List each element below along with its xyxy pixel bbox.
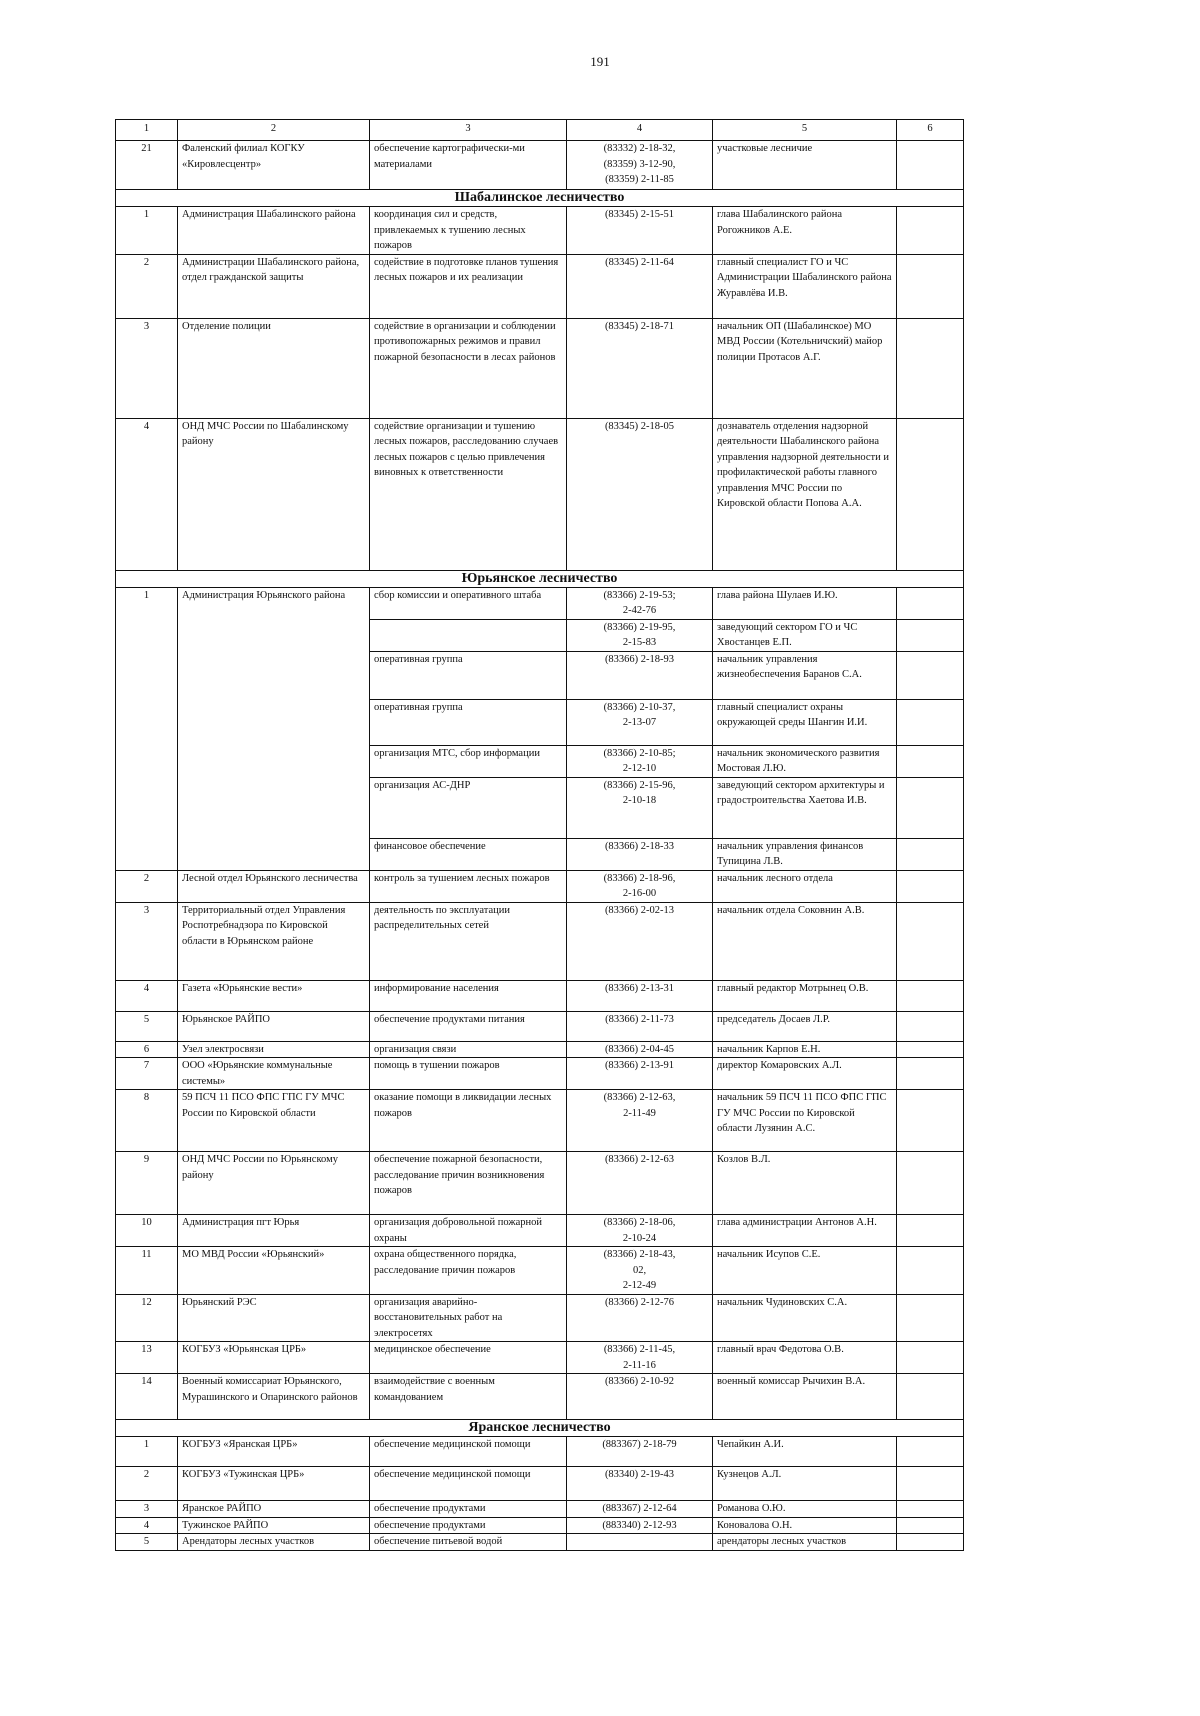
row-number: 3 — [116, 902, 178, 980]
organization: Администрация Юрьянского района — [178, 587, 370, 870]
contact-person: Чепайкин А.И. — [713, 1437, 897, 1467]
contact-person: начальник управления финансов Тупицина Л.В. — [713, 838, 897, 870]
function: организация АС-ДНР — [370, 777, 567, 838]
phone: (83366) 2-12-63 — [567, 1152, 713, 1215]
organization: Отделение полиции — [178, 318, 370, 418]
organization: Тужинское РАЙПО — [178, 1517, 370, 1534]
organization: КОГБУЗ «Тужинская ЦРБ» — [178, 1467, 370, 1501]
function: обеспечение питьевой водой — [370, 1534, 567, 1551]
table-row — [116, 1152, 964, 1215]
note — [897, 254, 964, 318]
row-number: 11 — [116, 1247, 178, 1295]
note — [897, 1437, 964, 1467]
function: информирование населения — [370, 980, 567, 1011]
organization: Военный комиссариат Юрьянского, Мурашинского и Опаринского районов — [178, 1374, 370, 1420]
table-row — [116, 1342, 964, 1374]
phone: (83366) 2-19-95, 2-15-83 — [567, 619, 713, 651]
contact-person: заведующий сектором архитектуры и градостроительства Хаетова И.В. — [713, 777, 897, 838]
organization: Фаленский филиал КОГКУ «Кировлесцентр» — [178, 141, 370, 190]
organization: Администрация пгт Юрья — [178, 1215, 370, 1247]
function: сбор комиссии и оперативного штаба — [370, 587, 567, 619]
phone: (83366) 2-10-85; 2-12-10 — [567, 745, 713, 777]
note — [897, 1247, 964, 1295]
phone: (83366) 2-19-53; 2-42-76 — [567, 587, 713, 619]
table-row — [116, 1294, 964, 1342]
function: обеспечение продуктами — [370, 1501, 567, 1518]
section-title: Шабалинское лесничество — [116, 190, 964, 207]
row-number: 10 — [116, 1215, 178, 1247]
contact-person: Коновалова О.Н. — [713, 1517, 897, 1534]
table-row — [116, 902, 964, 980]
function: финансовое обеспечение — [370, 838, 567, 870]
phone: (83366) 2-13-31 — [567, 980, 713, 1011]
row-number: 2 — [116, 254, 178, 318]
header-cell: 1 — [116, 120, 178, 141]
function: организация аварийно-восстановительных работ на электросетях — [370, 1294, 567, 1342]
note — [897, 1090, 964, 1152]
phone: (83366) 2-18-33 — [567, 838, 713, 870]
function: организация МТС, сбор информации — [370, 745, 567, 777]
header-cell: 3 — [370, 120, 567, 141]
phone: (83332) 2-18-32, (83359) 3-12-90, (83359) 2-11-85 — [567, 141, 713, 190]
section-header-row — [116, 190, 964, 207]
row-number: 3 — [116, 1501, 178, 1518]
contact-person: глава района Шулаев И.Ю. — [713, 587, 897, 619]
note — [897, 699, 964, 745]
note — [897, 651, 964, 699]
note — [897, 1501, 964, 1518]
note — [897, 870, 964, 902]
phone: (83366) 2-10-37, 2-13-07 — [567, 699, 713, 745]
function: обеспечение пожарной безопасности, расследование причин возникновения пожаров — [370, 1152, 567, 1215]
contact-person: главный врач Федотова О.В. — [713, 1342, 897, 1374]
contact-person: начальник отдела Соковнин А.В. — [713, 902, 897, 980]
table-row — [116, 1058, 964, 1090]
note — [897, 1294, 964, 1342]
contact-person: начальник Исупов С.Е. — [713, 1247, 897, 1295]
phone: (83366) 2-11-45, 2-11-16 — [567, 1342, 713, 1374]
organization: Газета «Юрьянские вести» — [178, 980, 370, 1011]
contact-person: Кузнецов А.Л. — [713, 1467, 897, 1501]
table-row — [116, 254, 964, 318]
table-row — [116, 1534, 964, 1551]
phone: (83366) 2-12-76 — [567, 1294, 713, 1342]
phone: (83366) 2-04-45 — [567, 1041, 713, 1058]
note — [897, 587, 964, 619]
header-cell: 2 — [178, 120, 370, 141]
organization: Лесной отдел Юрьянского лесничества — [178, 870, 370, 902]
function: организация связи — [370, 1041, 567, 1058]
note — [897, 141, 964, 190]
function: содействие в организации и соблюдении противопожарных режимов и правил пожарной безопасности в лесах районов — [370, 318, 567, 418]
phone: (83366) 2-18-93 — [567, 651, 713, 699]
contact-person: директор Комаровских А.Л. — [713, 1058, 897, 1090]
function: взаимодействие с военным командованием — [370, 1374, 567, 1420]
organization: МО МВД России «Юрьянский» — [178, 1247, 370, 1295]
note — [897, 1517, 964, 1534]
function: охрана общественного порядка, расследование причин пожаров — [370, 1247, 567, 1295]
phone: (83366) 2-18-43, 02, 2-12-49 — [567, 1247, 713, 1295]
contact-person: заведующий сектором ГО и ЧС Хвостанцев Е.П. — [713, 619, 897, 651]
phone: (83366) 2-13-91 — [567, 1058, 713, 1090]
note — [897, 1467, 964, 1501]
function: обеспечение продуктами — [370, 1517, 567, 1534]
note — [897, 619, 964, 651]
function: обеспечение медицинской помощи — [370, 1467, 567, 1501]
table-row — [116, 1517, 964, 1534]
note — [897, 1041, 964, 1058]
phone: (83366) 2-18-06, 2-10-24 — [567, 1215, 713, 1247]
organization: Юрьянский РЭС — [178, 1294, 370, 1342]
table-row — [116, 980, 964, 1011]
table-row — [116, 1247, 964, 1295]
contact-person: главный редактор Мотрынец О.В. — [713, 980, 897, 1011]
section-header-row — [116, 1420, 964, 1437]
contact-person: глава Шабалинского района Рогожников А.Е. — [713, 207, 897, 255]
organization: Яранское РАЙПО — [178, 1501, 370, 1518]
function: обеспечение медицинской помощи — [370, 1437, 567, 1467]
note — [897, 777, 964, 838]
organization: Администрации Шабалинского района, отдел гражданской защиты — [178, 254, 370, 318]
contact-person: начальник лесного отдела — [713, 870, 897, 902]
table-row — [116, 870, 964, 902]
phone: (83345) 2-18-05 — [567, 418, 713, 570]
page-number: 191 — [590, 54, 610, 69]
note — [897, 1534, 964, 1551]
table-row — [116, 418, 964, 570]
row-number: 21 — [116, 141, 178, 190]
row-number: 8 — [116, 1090, 178, 1152]
contact-person: начальник Карпов Е.Н. — [713, 1041, 897, 1058]
organization: КОГБУЗ «Юрьянская ЦРБ» — [178, 1342, 370, 1374]
function: контроль за тушением лесных пожаров — [370, 870, 567, 902]
function: деятельность по эксплуатации распределительных сетей — [370, 902, 567, 980]
contact-person: начальник 59 ПСЧ 11 ПСО ФПС ГПС ГУ МЧС России по Кировской области Лузянин А.С. — [713, 1090, 897, 1152]
note — [897, 318, 964, 418]
table-row — [116, 1215, 964, 1247]
contact-person: дознаватель отделения надзорной деятельности Шабалинского района управления надзорной деятельности и профилактической работы главного управления МЧС России по Кировской области Попова А.А. — [713, 418, 897, 570]
table-row — [116, 141, 964, 190]
header-cell: 6 — [897, 120, 964, 141]
organization: ООО «Юрьянские коммунальные системы» — [178, 1058, 370, 1090]
organization: Юрьянское РАЙПО — [178, 1011, 370, 1041]
phone: (83366) 2-11-73 — [567, 1011, 713, 1041]
organization: Узел электросвязи — [178, 1041, 370, 1058]
contact-person: Козлов В.Л. — [713, 1152, 897, 1215]
function: помощь в тушении пожаров — [370, 1058, 567, 1090]
row-number: 7 — [116, 1058, 178, 1090]
organization: 59 ПСЧ 11 ПСО ФПС ГПС ГУ МЧС России по Кировской области — [178, 1090, 370, 1152]
contact-person: глава администрации Антонов А.Н. — [713, 1215, 897, 1247]
phone: (83345) 2-11-64 — [567, 254, 713, 318]
row-number: 4 — [116, 980, 178, 1011]
contact-person: начальник экономического развития Мостовая Л.Ю. — [713, 745, 897, 777]
phone: (83366) 2-18-96, 2-16-00 — [567, 870, 713, 902]
note — [897, 207, 964, 255]
header-cell: 4 — [567, 120, 713, 141]
note — [897, 1011, 964, 1041]
table-row — [116, 1090, 964, 1152]
contact-person: начальник ОП (Шабалинское) МО МВД России (Котельничский) майор полиции Протасов А.Г. — [713, 318, 897, 418]
row-number: 3 — [116, 318, 178, 418]
phone: (83366) 2-10-92 — [567, 1374, 713, 1420]
contacts-table-body — [116, 120, 964, 1551]
phone: (83366) 2-15-96, 2-10-18 — [567, 777, 713, 838]
note — [897, 902, 964, 980]
organization: Арендаторы лесных участков — [178, 1534, 370, 1551]
contact-person: военный комиссар Рычихин В.А. — [713, 1374, 897, 1420]
table-row — [116, 1467, 964, 1501]
phone: (83366) 2-02-13 — [567, 902, 713, 980]
contact-person: Романова О.Ю. — [713, 1501, 897, 1518]
contact-person: председатель Досаев Л.Р. — [713, 1011, 897, 1041]
row-number: 4 — [116, 1517, 178, 1534]
table-row — [116, 1041, 964, 1058]
table-header-row — [116, 120, 964, 141]
contact-person: начальник Чудиновских С.А. — [713, 1294, 897, 1342]
phone — [567, 1534, 713, 1551]
function: оперативная группа — [370, 699, 567, 745]
note — [897, 745, 964, 777]
contact-person: участковые лесничие — [713, 141, 897, 190]
organization: Администрация Шабалинского района — [178, 207, 370, 255]
row-number: 14 — [116, 1374, 178, 1420]
row-number: 13 — [116, 1342, 178, 1374]
row-number: 2 — [116, 870, 178, 902]
note — [897, 1374, 964, 1420]
function: обеспечение продуктами питания — [370, 1011, 567, 1041]
note — [897, 1342, 964, 1374]
function: организация добровольной пожарной охраны — [370, 1215, 567, 1247]
contact-person: арендаторы лесных участков — [713, 1534, 897, 1551]
organization: КОГБУЗ «Яранская ЦРБ» — [178, 1437, 370, 1467]
function: координация сил и средств, привлекаемых к тушению лесных пожаров — [370, 207, 567, 255]
function: медицинское обеспечение — [370, 1342, 567, 1374]
organization: Территориальный отдел Управления Роспотребнадзора по Кировской области в Юрьянском районе — [178, 902, 370, 980]
table-row — [116, 318, 964, 418]
row-number: 5 — [116, 1011, 178, 1041]
note — [897, 980, 964, 1011]
phone: (883367) 2-18-79 — [567, 1437, 713, 1467]
row-number: 1 — [116, 207, 178, 255]
phone: (83366) 2-12-63, 2-11-49 — [567, 1090, 713, 1152]
phone: (883340) 2-12-93 — [567, 1517, 713, 1534]
function: содействие в подготовке планов тушения лесных пожаров и их реализации — [370, 254, 567, 318]
note — [897, 418, 964, 570]
header-cell: 5 — [713, 120, 897, 141]
table-row — [116, 1501, 964, 1518]
row-number: 12 — [116, 1294, 178, 1342]
section-header-row — [116, 570, 964, 587]
phone: (83345) 2-18-71 — [567, 318, 713, 418]
table-row — [116, 207, 964, 255]
section-title: Юрьянское лесничество — [116, 570, 964, 587]
section-title: Яранское лесничество — [116, 1420, 964, 1437]
row-number: 2 — [116, 1467, 178, 1501]
table-row — [116, 1011, 964, 1041]
function: содействие организации и тушению лесных пожаров, расследованию случаев лесных пожаров с целью привлечения виновных к ответственности — [370, 418, 567, 570]
contact-person: главный специалист ГО и ЧС Администрации Шабалинского района Журавлёва И.В. — [713, 254, 897, 318]
table-row — [116, 587, 964, 619]
function: обеспечение картографически-ми материалами — [370, 141, 567, 190]
contact-person: главный специалист охраны окружающей среды Шангин И.И. — [713, 699, 897, 745]
contacts-table — [115, 119, 964, 1551]
row-number: 5 — [116, 1534, 178, 1551]
phone: (83340) 2-19-43 — [567, 1467, 713, 1501]
row-number: 1 — [116, 587, 178, 870]
function: оказание помощи в ликвидации лесных пожаров — [370, 1090, 567, 1152]
note — [897, 1152, 964, 1215]
row-number: 4 — [116, 418, 178, 570]
phone: (83345) 2-15-51 — [567, 207, 713, 255]
table-row — [116, 1437, 964, 1467]
row-number: 9 — [116, 1152, 178, 1215]
contact-person: начальник управления жизнеобеспечения Баранов С.А. — [713, 651, 897, 699]
row-number: 1 — [116, 1437, 178, 1467]
function — [370, 619, 567, 651]
organization: ОНД МЧС России по Юрьянскому району — [178, 1152, 370, 1215]
note — [897, 838, 964, 870]
phone: (883367) 2-12-64 — [567, 1501, 713, 1518]
note — [897, 1058, 964, 1090]
organization: ОНД МЧС России по Шабалинскому району — [178, 418, 370, 570]
row-number: 6 — [116, 1041, 178, 1058]
note — [897, 1215, 964, 1247]
function: оперативная группа — [370, 651, 567, 699]
table-row — [116, 1374, 964, 1420]
